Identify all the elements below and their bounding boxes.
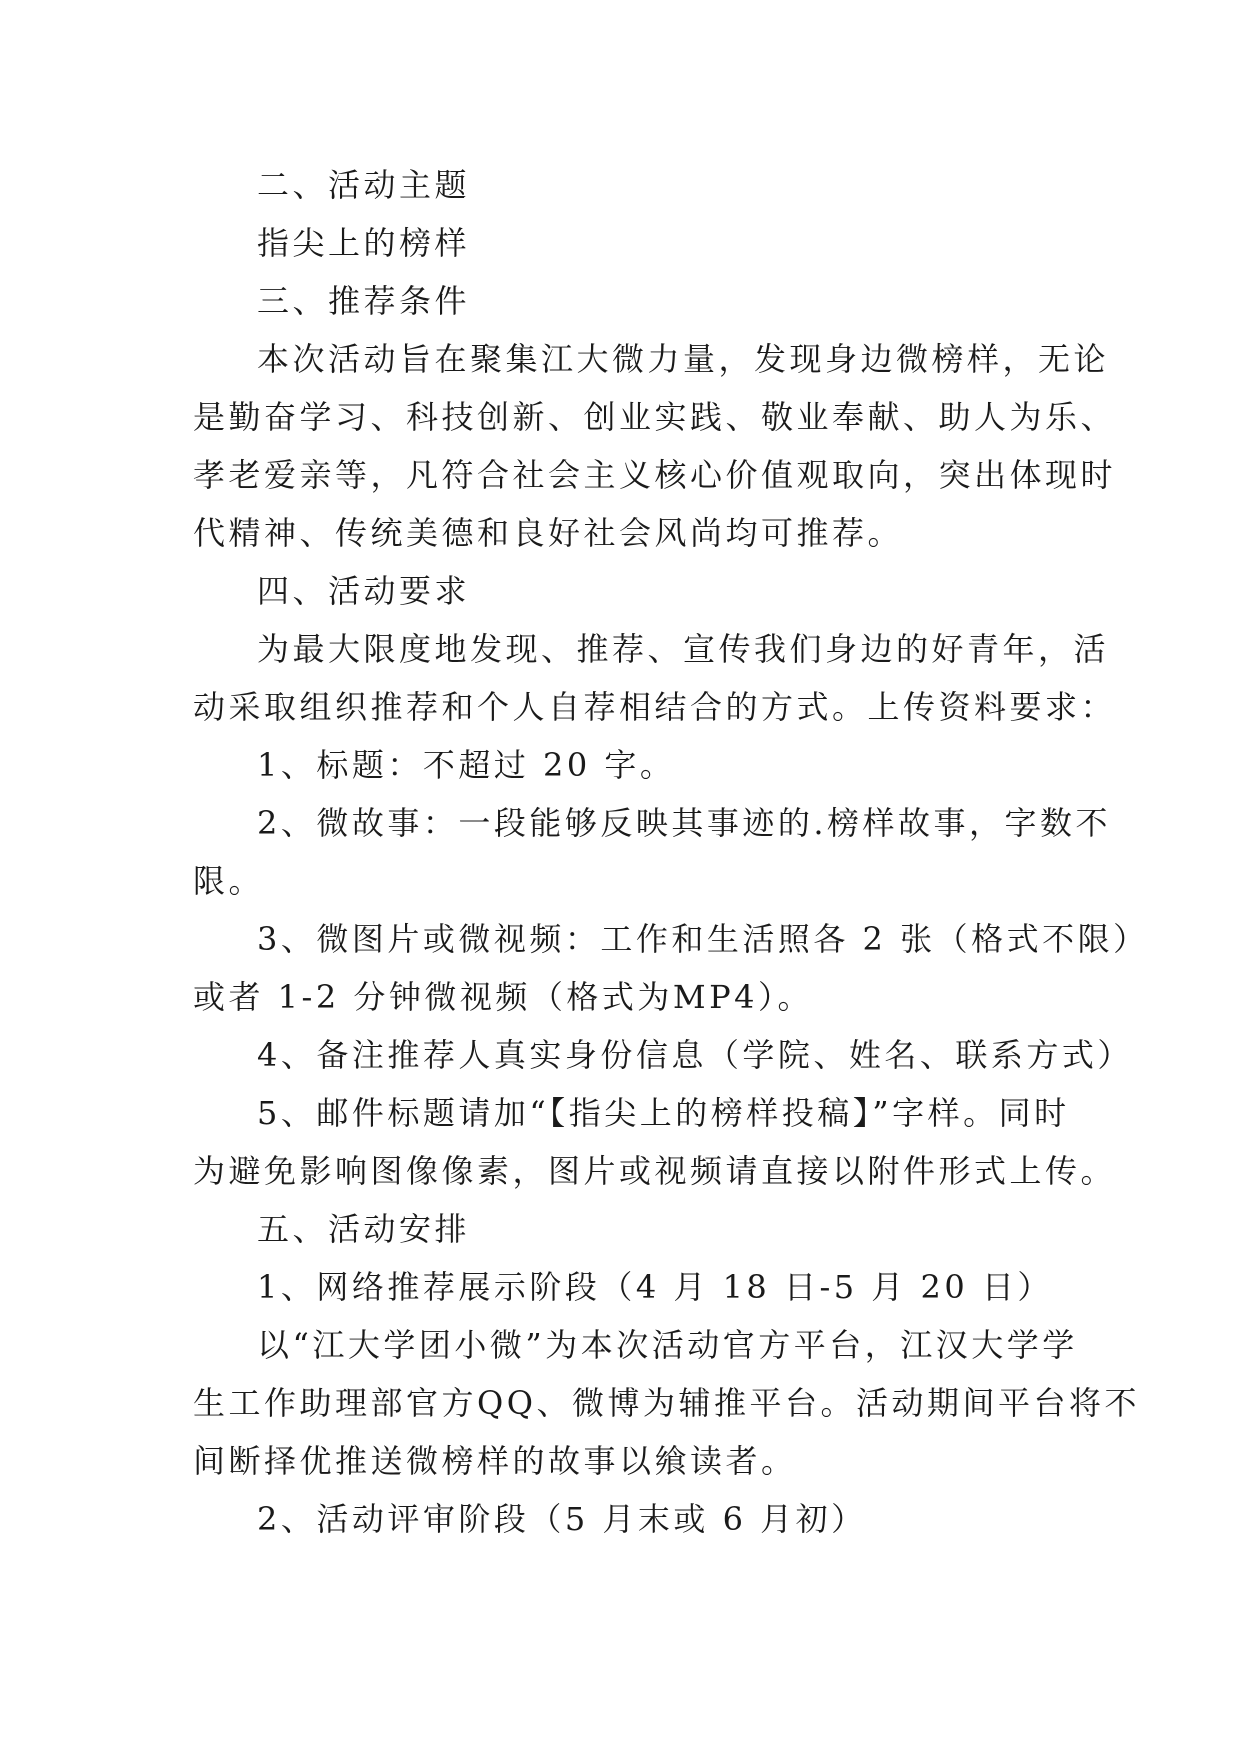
text-line: 以“江大学团小微”为本次活动官方平台，江汉大学学: [257, 1326, 1078, 1364]
list-item: 1、标题：不超过 20 字。: [257, 746, 676, 784]
list-item: 1、网络推荐展示阶段（4 月 18 日-5 月 20 日）: [257, 1268, 1053, 1306]
text-line: 间断择优推送微榜样的故事以飨读者。: [193, 1442, 797, 1480]
text-line: 生工作助理部官方QQ、微博为辅推平台。活动期间平台将不: [193, 1384, 1140, 1422]
text-line: 代精神、传统美德和良好社会风尚均可推荐。: [193, 514, 904, 552]
list-item: 2、微故事：一段能够反映其事迹的.榜样故事，字数不: [257, 804, 1112, 842]
text-line: 为最大限度地发现、推荐、宣传我们身边的好青年，活: [257, 630, 1110, 668]
text-line: 是勤奋学习、科技创新、创业实践、敬业奉献、助人为乐、: [193, 398, 1117, 436]
section-heading-theme: 二、活动主题: [257, 166, 471, 204]
section-heading-requirements: 四、活动要求: [257, 572, 471, 610]
text-line: 本次活动旨在聚集江大微力量，发现身边微榜样，无论: [257, 340, 1110, 378]
text-line: 限。: [193, 862, 265, 900]
section-heading-criteria: 三、推荐条件: [257, 282, 471, 320]
list-item: 2、活动评审阶段（5 月末或 6 月初）: [257, 1500, 867, 1538]
text-line: 孝老爱亲等，凡符合社会主义核心价值观取向，突出体现时: [193, 456, 1117, 494]
section-heading-schedule: 五、活动安排: [257, 1210, 471, 1248]
text-line: 或者 1-2 分钟微视频（格式为MP4）。: [193, 978, 814, 1016]
list-item: 3、微图片或微视频：工作和生活照各 2 张（格式不限）: [257, 920, 1149, 958]
text-line: 动采取组织推荐和个人自荐相结合的方式。上传资料要求：: [193, 688, 1117, 726]
list-item: 4、备注推荐人真实身份信息（学院、姓名、联系方式）: [257, 1036, 1133, 1074]
theme-text: 指尖上的榜样: [257, 224, 471, 262]
text-line: 为避免影响图像像素，图片或视频请直接以附件形式上传。: [193, 1152, 1117, 1190]
document-body: [193, 156, 1149, 1548]
list-item: 5、邮件标题请加“【指尖上的榜样投稿】”字样。同时: [257, 1094, 1070, 1132]
